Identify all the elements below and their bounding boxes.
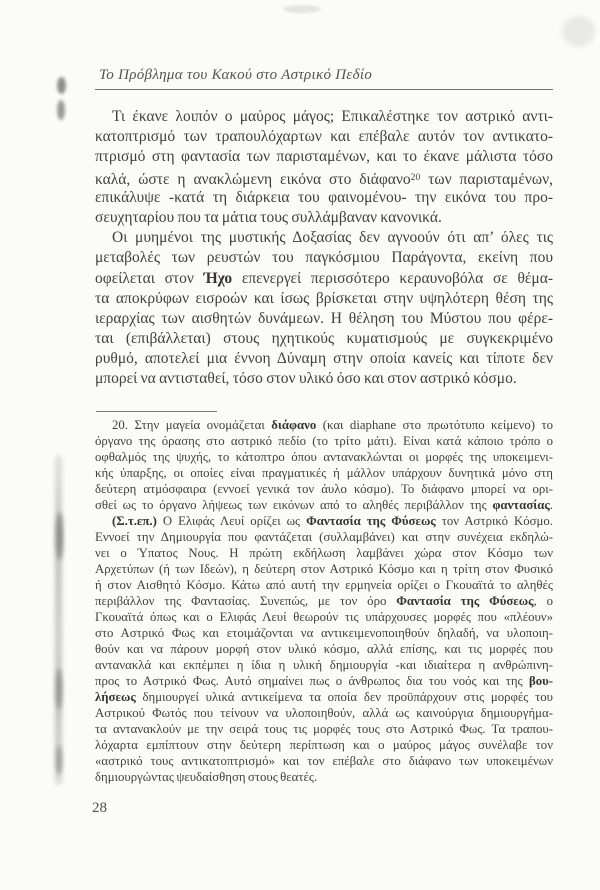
footnote-separator-rule — [96, 411, 217, 412]
text-run: καλά, ώστε η ανακλώμενη εικόνα στο διάφανο — [95, 170, 411, 188]
text-run: , ο — [533, 594, 553, 608]
text-run: Αρχετύπων (ή των Ιδεών), η δεύτερη στον Αστρικό Κόσμο και η τρίτη στον Φυσικό — [95, 562, 553, 576]
text-line — [95, 625, 553, 641]
text-run: λόχαρτα εμπίπτουν στην δεύτερη περίπτωση και ο μαύρος μάγος συνέλαβε τον — [95, 738, 553, 752]
text-line — [95, 705, 553, 721]
text-run: οφθαλμός της ψυχής, το κάτοπτρο όπου αντανακλώνται οι μορφές της υποκειμενι- — [95, 450, 553, 464]
text-line — [95, 289, 553, 309]
text-run: κατοπτρισμό των τραπουλόχαρτων και επέβαλε αυτόν τον αντικατο- — [95, 128, 553, 146]
text-line — [95, 228, 553, 248]
text-line — [95, 657, 553, 673]
scan-smudge-left-edge — [56, 512, 63, 560]
text-line — [95, 269, 553, 289]
text-line — [95, 673, 553, 689]
bold-text-run: Φαντασία της Φύσεως — [306, 514, 436, 528]
text-line — [95, 753, 553, 769]
text-line — [95, 168, 553, 188]
scan-smudge-left-edge — [57, 77, 66, 94]
text-line — [95, 577, 553, 593]
text-line — [95, 465, 553, 481]
text-run: οφείλεται στον — [95, 269, 204, 287]
paragraph-1 — [95, 107, 553, 228]
text-line — [95, 248, 553, 268]
bold-text-run: Ήχο — [203, 269, 233, 287]
text-run: κής ύπαρξης, οι οποίες είναι πραγματικές ή μάλλον υπάρχουν δυνητικά μόνο στη — [95, 466, 553, 480]
text-line — [95, 127, 553, 147]
text-run: Ο Ελιφάς Λευί ορίζει ως — [156, 514, 307, 528]
text-run: ρυθμό, αποτελεί μια έννοη Δύναμη στην οποία κανείς και τίποτε δεν — [95, 350, 553, 368]
text-line — [95, 561, 553, 577]
text-line — [95, 449, 553, 465]
main-text — [95, 107, 553, 390]
footnote-reference: 20 — [410, 171, 421, 183]
bold-text-run: (Σ.τ.επ.) — [112, 514, 157, 528]
text-run: σθεί ως το όργανο λήψεως των εικόνων από το αληθές περιβάλλον της — [95, 498, 493, 512]
text-run: δημιουργεί υλικά αντικείμενα τα οποία δεν προϋπάρχουν στις μορφές του — [135, 690, 553, 704]
text-run: δημιουργώντας ψευδαίσθηση στους θεατές. — [95, 770, 318, 784]
text-run: θούν και να πάρουν μορφή στον υλικό κόσμο, αλλά επίσης, και τις μορφές που — [95, 642, 553, 656]
text-line — [95, 769, 553, 785]
bold-text-run: Φαντασία της Φύσεως — [396, 594, 534, 608]
text-run: Εννοεί την Δημιουργία που φαντάζεται (συλλαμβάνει) και στην συνέχεια εκδηλώ- — [95, 530, 553, 544]
text-run: σευχηταρίου που τα μάτια τους συλλάμβαναν κανονικά. — [95, 208, 442, 226]
scan-smudge-left-edge — [56, 668, 62, 710]
text-run: όργανο της όρασης στο αστρικό πεδίο (το τρίτο μάτι). Είναι κατά κάποιο τρόπο ο — [95, 434, 553, 448]
text-line — [95, 545, 553, 561]
bold-text-run: βου- — [528, 674, 553, 688]
text-run: Τι έκανε λοιπόν ο μαύρος μάγος; Επικαλέστηκε τον αστρικό αντι- — [112, 108, 553, 125]
scan-smudge-left-edge — [56, 745, 62, 775]
text-line — [95, 593, 553, 609]
text-line — [95, 417, 553, 433]
text-run: «αστρικό τους αντικατοπτρισμό» και τον επέβαλε στο διάφανο των υποκειμένων — [95, 754, 553, 768]
text-run: επικάλυψε -κατά τη διάρκεια του φαινομένου- την εικόνα του προ- — [95, 188, 553, 206]
text-line — [95, 721, 553, 737]
text-line — [95, 513, 553, 529]
scan-gutter-shadow — [55, 455, 62, 785]
footnote — [95, 417, 553, 785]
text-line — [95, 107, 553, 127]
text-line — [95, 349, 553, 369]
text-run: περιβάλλον της Φαντασίας. Συνεπώς, με τον όρο — [95, 594, 397, 608]
text-run: τα αποκρύφων εισροών και ίσως βρίσκεται στην υψηλότερη θέση της — [95, 289, 553, 307]
text-line — [95, 309, 553, 329]
text-run: τα αντανακλούν με την σειρά τους τις μορφές τους στο Αστρικό Φως. Τα τραπου- — [95, 722, 553, 736]
text-run: δεύτερη ατμόσφαιρα (εννοεί γενικά τον άυλο κόσμο). Το διάφανο μπορεί να ορι- — [95, 482, 553, 496]
text-run: (και diaphane στο πρωτότυπο κείμενο) το — [316, 418, 553, 432]
bold-text-run: λήσεως — [95, 690, 136, 704]
text-run: ιεραρχίας των αισθητών δυνάμεων. Η θέληση του Μύστου που φέρε- — [95, 309, 553, 327]
text-line — [95, 497, 553, 513]
text-run: αντανακλά και εκπέμπει η ίδια η υλική δημιουργία -και ιδιαίτερα η ανθρώπινη- — [95, 658, 553, 672]
text-line — [95, 208, 553, 228]
bold-text-run: φαντασίας — [492, 498, 550, 512]
text-run: μπορεί να αντισταθεί, τόσο στον υλικό όσο και στον αστρικό κόσμο. — [95, 370, 517, 388]
scan-smudge-left-edge — [57, 100, 65, 120]
text-line — [95, 529, 553, 545]
text-line — [95, 188, 553, 208]
text-run: . — [549, 498, 553, 512]
text-line — [95, 433, 553, 449]
text-line — [95, 329, 553, 349]
running-header-rule — [95, 89, 553, 90]
text-run: προς το Αστρικό Φως. Αυτό σημαίνει πως ο άνθρωπος δια του νοός και της — [95, 674, 529, 688]
text-line — [95, 641, 553, 657]
page-number: 28 — [92, 800, 107, 816]
running-header-title: Το Πρόβλημα του Κακού στο Αστρικό Πεδίο — [99, 67, 373, 83]
text-line — [95, 689, 553, 705]
text-run: ή στον Αισθητό Κόσμο. Κάτω από αυτή την ερμηνεία ορίζει ο Γκουαϊτά το αληθές — [95, 578, 553, 592]
text-line — [95, 737, 553, 753]
text-run: μεταβολές των ρευστών του παγκόσμιου Παράγοντα, εκείνη που — [95, 249, 553, 267]
text-run: Αστρικού Φωτός που τείνουν να υλοποιηθούν, αλλά ως καινούργια δημιουργήμα- — [95, 706, 553, 720]
text-run: 20. Στην μαγεία ονομάζεται — [112, 418, 272, 432]
text-line — [95, 147, 553, 167]
text-line — [95, 609, 553, 625]
bold-text-run: διάφανο — [271, 418, 317, 432]
text-run: επενεργεί περισσότερο κεραυνοβόλα σε θέμα- — [232, 269, 553, 287]
text-run: τον Αστρικό Κόσμο. — [435, 514, 553, 528]
text-run: Γκουαϊτά όπως και ο Ελιφάς Λευί θεωρούν τις υπάρχουσες μορφές που «πλέουν» — [95, 610, 553, 624]
scan-smudge-top-center — [283, 5, 321, 13]
text-run: των παρισταμένων, — [420, 170, 553, 188]
text-run: ται (επιβάλλεται) στους ηχητικούς κυματισμούς με συγκεκριμένο — [95, 330, 553, 348]
paragraph-2 — [95, 228, 553, 390]
text-run: πτρισμό στη φαντασία των παρισταμένων, και το έκανε μάλιστα τόσο — [95, 148, 553, 166]
text-run: Οι μυημένοι της μυστικής Δοξασίας δεν αγνοούν ότι απ’ όλες τις — [112, 229, 553, 247]
text-run: στο Αστρικό Φως και ετοιμάζονται να αντικειμενοποιηθούν δηλαδή, να υλοποιη- — [95, 626, 553, 640]
text-line — [95, 369, 553, 389]
text-line — [95, 481, 553, 497]
scan-smudge-top-right — [562, 16, 595, 47]
text-run: νει ο Ύπατος Νους. Η πρώτη εκδήλωση λαμβάνει χώρα στον Κόσμο των — [95, 546, 553, 560]
